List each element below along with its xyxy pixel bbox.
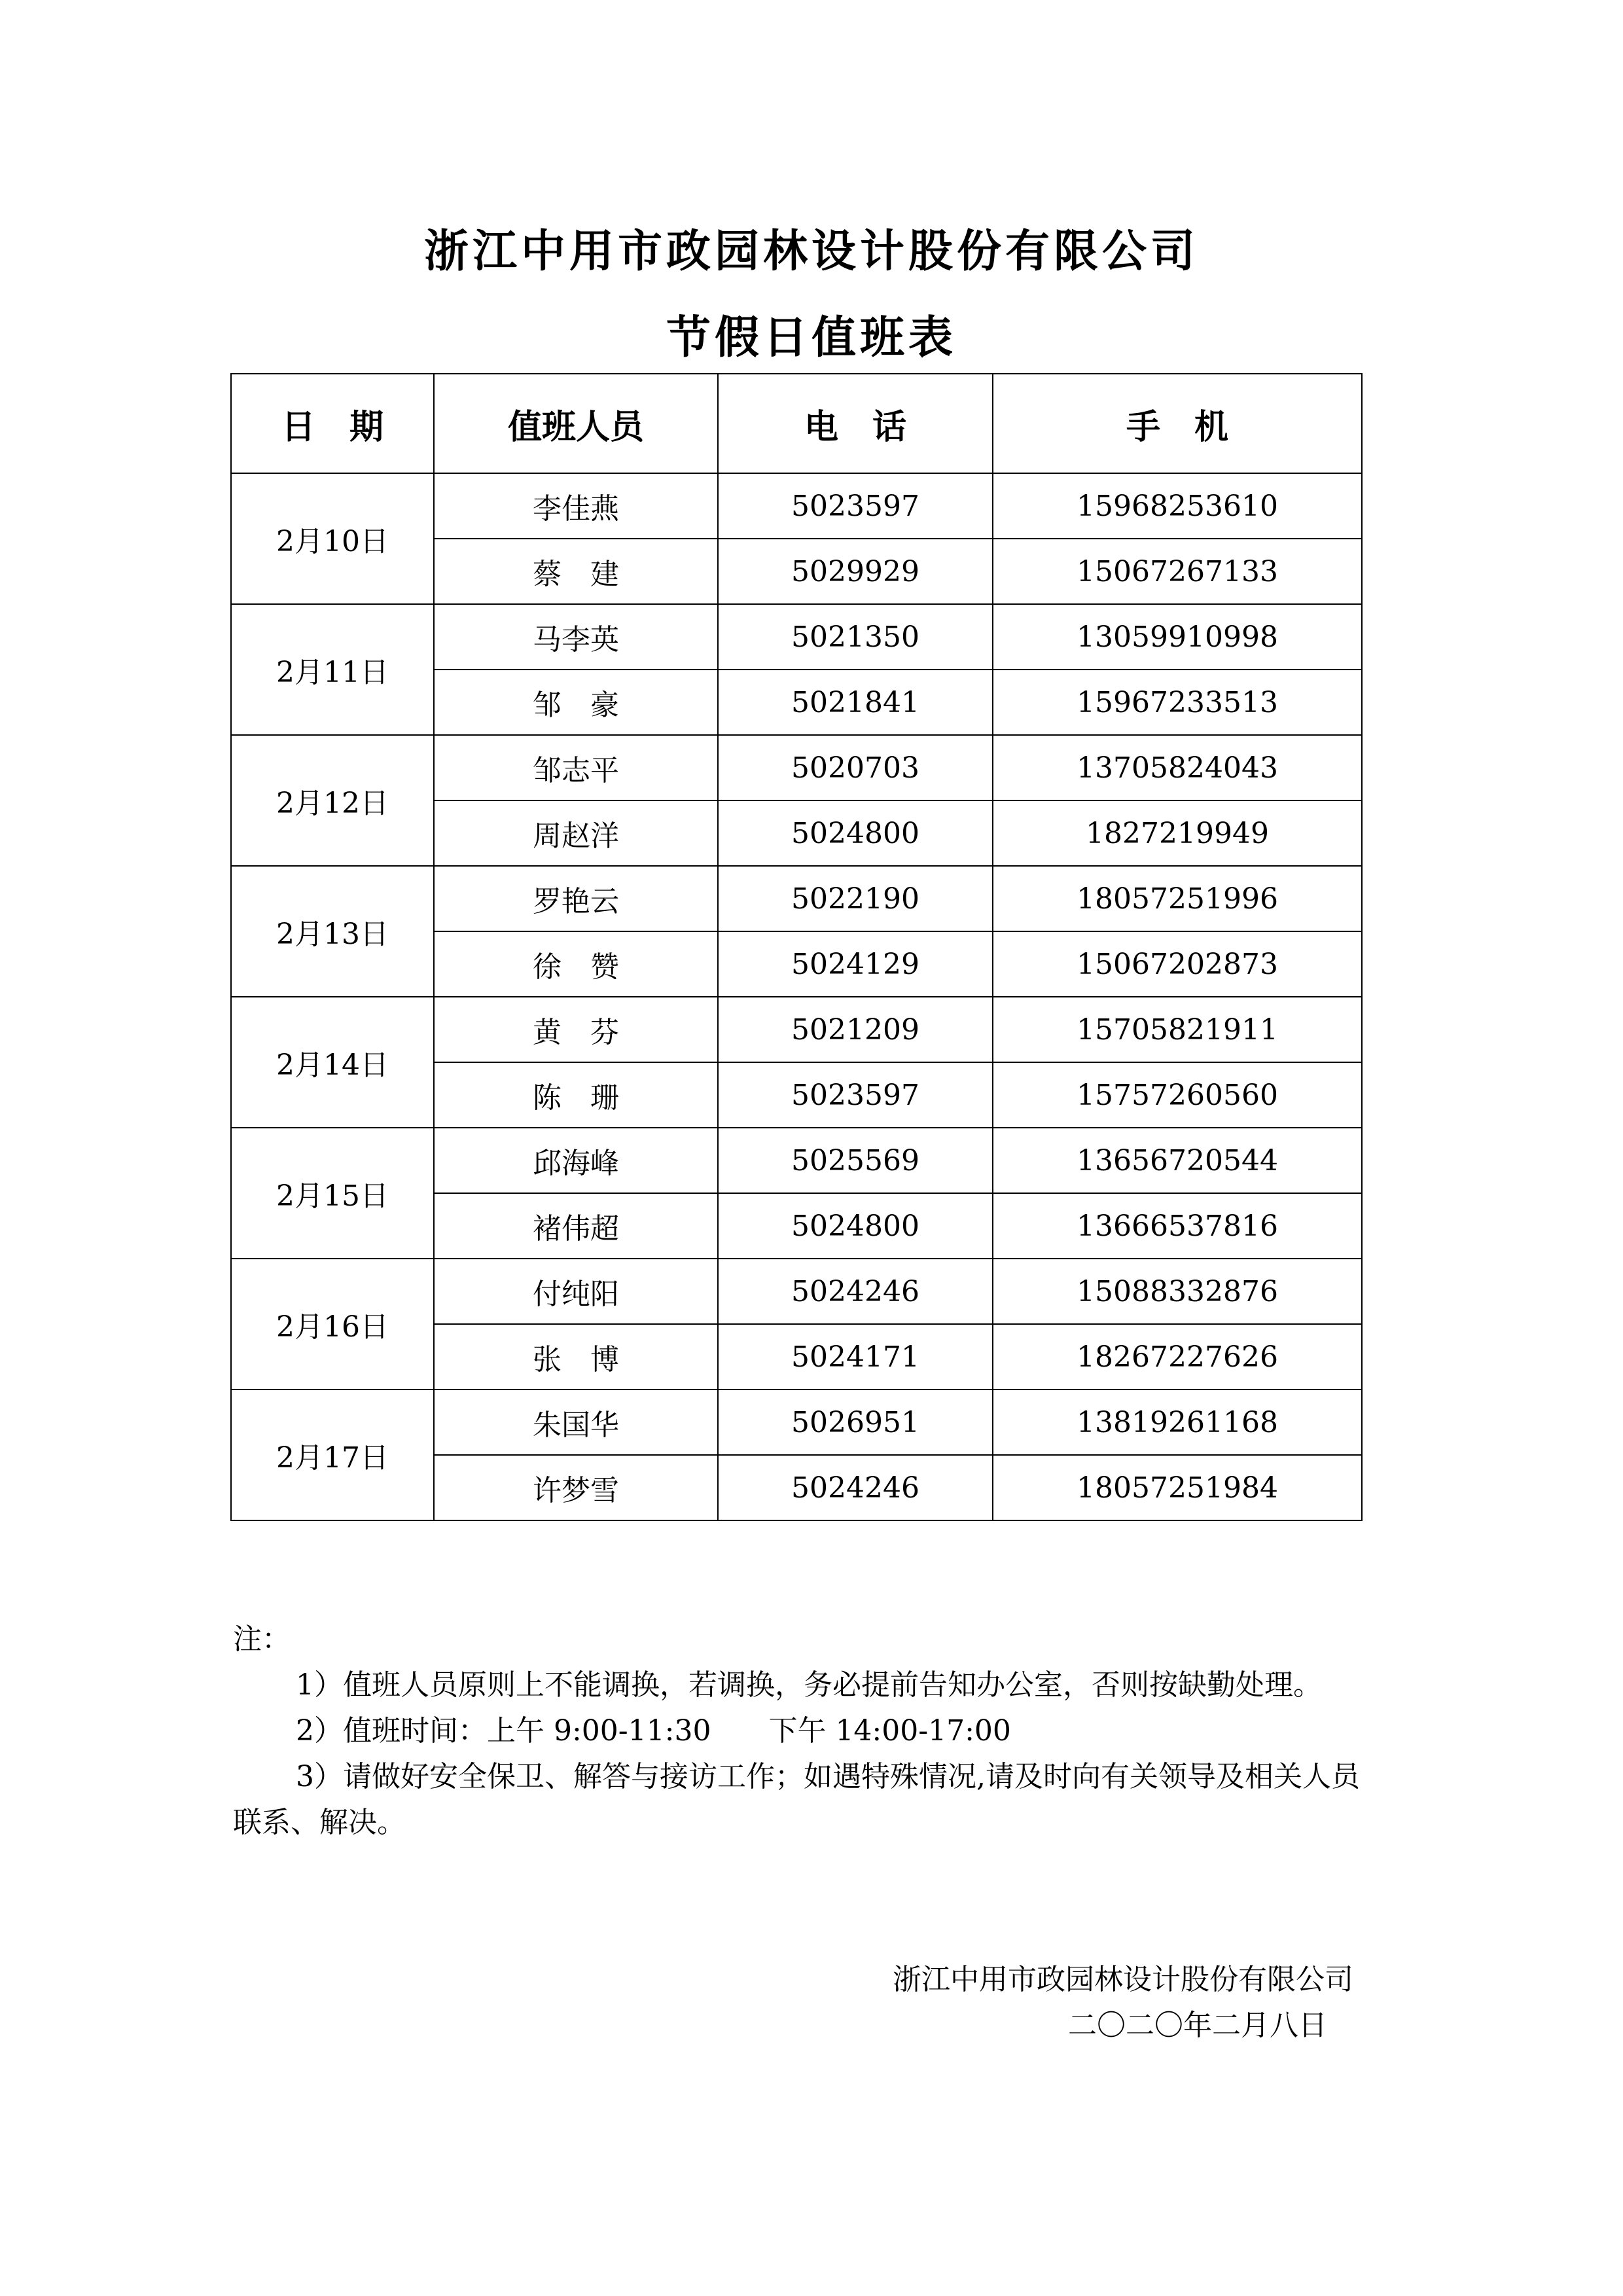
phone-cell: 5024800	[718, 1193, 993, 1259]
mobile-cell: 13666537816	[993, 1193, 1362, 1259]
signature-date: 二〇二〇年二月八日	[1068, 2009, 1327, 2042]
table-body	[231, 473, 1362, 1520]
name-cell: 张 博	[434, 1324, 718, 1390]
table-row	[231, 473, 1362, 539]
table-row	[231, 604, 1362, 670]
date-cell: 2月16日	[231, 1259, 434, 1390]
document-title: 节假日值班表	[666, 312, 957, 364]
name-cell: 李佳燕	[434, 473, 718, 539]
note-item: 1）值班人员原则上不能调换，若调换，务必提前告知办公室，否则按缺勤处理。	[296, 1668, 1322, 1702]
phone-cell: 5020703	[718, 735, 993, 800]
mobile-cell: 15967233513	[993, 670, 1362, 735]
name-cell: 周赵洋	[434, 800, 718, 866]
date-cell: 2月14日	[231, 997, 434, 1128]
company-title: 浙江中用市政园林设计股份有限公司	[423, 226, 1199, 278]
date-cell: 2月17日	[231, 1390, 434, 1520]
phone-cell: 5021209	[718, 997, 993, 1062]
table-row	[231, 1390, 1362, 1455]
name-cell: 蔡 建	[434, 539, 718, 604]
mobile-cell: 15757260560	[993, 1062, 1362, 1128]
phone-cell: 5024246	[718, 1455, 993, 1520]
signature-company: 浙江中用市政园林设计股份有限公司	[893, 1963, 1353, 1996]
phone-cell: 5021350	[718, 604, 993, 670]
note-item: 3）请做好安全保卫、解答与接访工作；如遇特殊情况,请及时向有关领导及相关人员联系、解决。	[233, 1760, 1360, 1839]
name-cell: 付纯阳	[434, 1259, 718, 1324]
phone-cell: 5024171	[718, 1324, 993, 1390]
table-row	[231, 866, 1362, 931]
name-cell: 马李英	[434, 604, 718, 670]
header-phone: 电 话	[718, 374, 993, 473]
table-row	[231, 1128, 1362, 1193]
mobile-cell: 13059910998	[993, 604, 1362, 670]
notes-label: 注：	[233, 1623, 291, 1656]
mobile-cell: 15968253610	[993, 473, 1362, 539]
name-cell: 陈 珊	[434, 1062, 718, 1128]
phone-cell: 5024800	[718, 800, 993, 866]
header-date: 日 期	[231, 374, 434, 473]
date-cell: 2月12日	[231, 735, 434, 866]
mobile-cell: 13819261168	[993, 1390, 1362, 1455]
name-cell: 邹志平	[434, 735, 718, 800]
mobile-cell: 15088332876	[993, 1259, 1362, 1324]
date-cell: 2月11日	[231, 604, 434, 735]
notes-section	[233, 1617, 1372, 1846]
mobile-cell: 15067202873	[993, 931, 1362, 997]
name-cell: 罗艳云	[434, 866, 718, 931]
phone-cell: 5022190	[718, 866, 993, 931]
name-cell: 邹 豪	[434, 670, 718, 735]
mobile-cell: 18267227626	[993, 1324, 1362, 1390]
table-row	[231, 1259, 1362, 1324]
header-mobile: 手 机	[993, 374, 1362, 473]
signature-block	[893, 1957, 1353, 2049]
note-item: 2）值班时间：上午 9:00-11:30 下午 14:00-17:00	[296, 1714, 1011, 1748]
phone-cell: 5029929	[718, 539, 993, 604]
phone-cell: 5023597	[718, 473, 993, 539]
mobile-cell: 18057251996	[993, 866, 1362, 931]
phone-cell: 5023597	[718, 1062, 993, 1128]
mobile-cell: 13705824043	[993, 735, 1362, 800]
phone-cell: 5024129	[718, 931, 993, 997]
name-cell: 褚伟超	[434, 1193, 718, 1259]
name-cell: 徐 赞	[434, 931, 718, 997]
name-cell: 朱国华	[434, 1390, 718, 1455]
header-name: 值班人员	[434, 374, 718, 473]
date-cell: 2月10日	[231, 473, 434, 604]
mobile-cell: 15705821911	[993, 997, 1362, 1062]
phone-cell: 5026951	[718, 1390, 993, 1455]
phone-cell: 5021841	[718, 670, 993, 735]
phone-cell: 5025569	[718, 1128, 993, 1193]
phone-cell: 5024246	[718, 1259, 993, 1324]
date-cell: 2月15日	[231, 1128, 434, 1259]
mobile-cell: 18057251984	[993, 1455, 1362, 1520]
table-row	[231, 735, 1362, 800]
table-header-row	[231, 374, 1362, 473]
table-row	[231, 997, 1362, 1062]
name-cell: 许梦雪	[434, 1455, 718, 1520]
duty-schedule-table	[230, 373, 1363, 1521]
name-cell: 黄 芬	[434, 997, 718, 1062]
date-cell: 2月13日	[231, 866, 434, 997]
mobile-cell: 1827219949	[993, 800, 1362, 866]
mobile-cell: 13656720544	[993, 1128, 1362, 1193]
mobile-cell: 15067267133	[993, 539, 1362, 604]
name-cell: 邱海峰	[434, 1128, 718, 1193]
